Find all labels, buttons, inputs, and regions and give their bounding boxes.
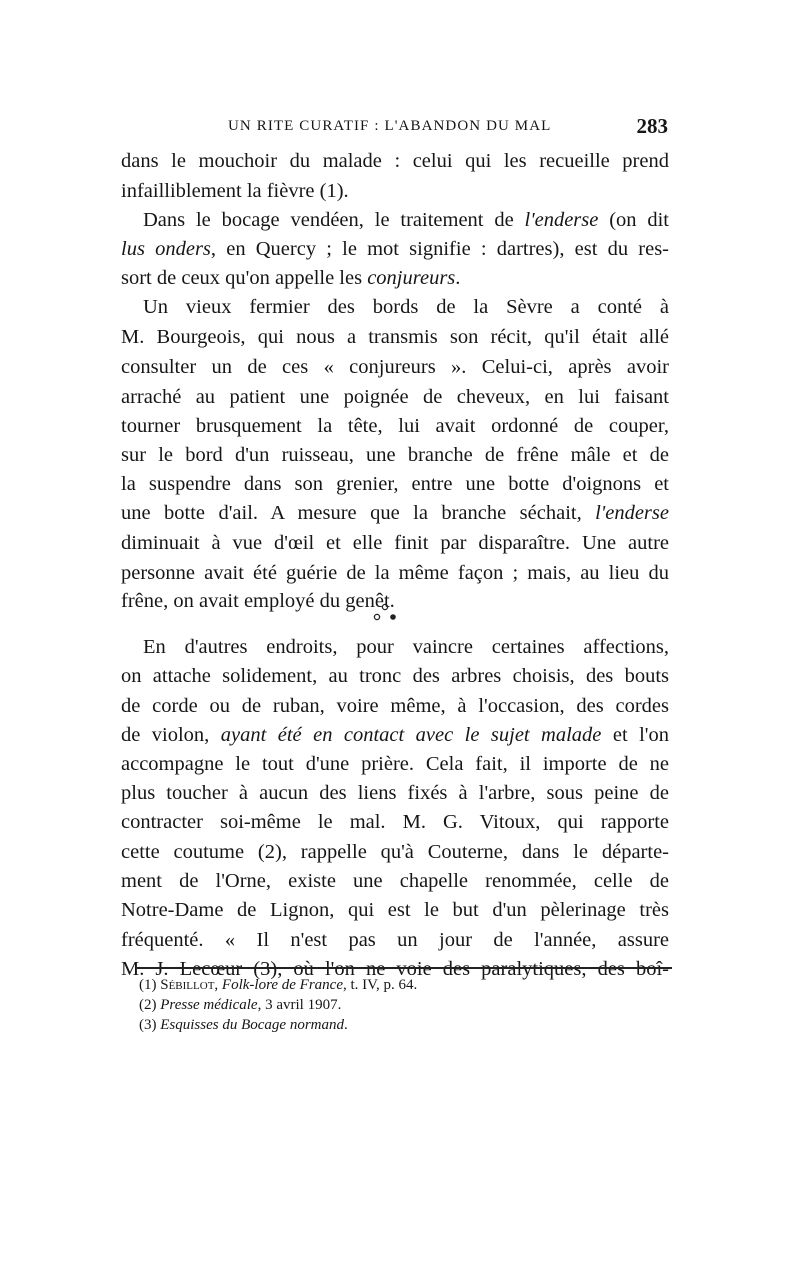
- text-run: consulter un de ces « conjureurs ». Celui-ci, après avoir: [121, 356, 669, 378]
- text-line: [121, 750, 669, 778]
- text-run: cette coutume (2), rappelle qu'à Couterne, dans le départe-: [121, 841, 669, 863]
- footnote-title: Esquisses du Bocage normand: [160, 1017, 344, 1033]
- text-line: [121, 692, 669, 720]
- text-run: M. Bourgeois, qui nous a transmis son récit, qu'il était allé: [121, 326, 669, 348]
- text-line: [121, 896, 669, 924]
- footnote: [139, 995, 659, 1015]
- text-run: En d'autres endroits, pour vaincre certaines affections,: [143, 636, 669, 658]
- text-line: [121, 177, 669, 205]
- text-line: [121, 293, 669, 321]
- text-run: M. J. Lecœur (3), où l'on ne voie des paralytiques, des boî-: [121, 958, 669, 980]
- running-title: UN RITE CURATIF : L'ABANDON DU MAL: [228, 118, 552, 134]
- text-run: arraché au patient une poignée de cheveux, en lui faisant: [121, 386, 669, 408]
- text-run: de violon,: [121, 724, 221, 746]
- italic-run: l'enderse: [595, 502, 669, 524]
- text-run: et l'on: [601, 724, 669, 746]
- text-run: diminuait à vue d'œil et elle finit par disparaître. Une autre: [121, 532, 669, 554]
- text-run: on attache solidement, au tronc des arbres choisis, des bouts: [121, 665, 669, 687]
- text-line: [121, 264, 669, 292]
- text-run: fréquenté. « Il n'est pas un jour de l'année, assure: [121, 929, 669, 951]
- footnote-divider: [137, 967, 672, 969]
- text-run: sort de ceux qu'on appelle les: [121, 267, 368, 289]
- text-run: Dans le bocage vendéen, le traitement de: [143, 209, 525, 231]
- text-line: [121, 926, 669, 954]
- text-line: [121, 808, 669, 836]
- footnote-text: , t. IV, p. 64.: [342, 977, 418, 993]
- text-line: [121, 206, 669, 234]
- footnote: [139, 1015, 659, 1035]
- text-run: la suspendre dans son grenier, entre une botte d'oignons et: [121, 473, 669, 495]
- text-run: contracter soi-même le mal. M. G. Vitoux, qui rapporte: [121, 811, 669, 833]
- text-line: [121, 867, 669, 895]
- text-run: accompagne le tout d'une prière. Cela fait, il importe de ne: [121, 753, 669, 775]
- footnote-text: (2): [139, 997, 161, 1013]
- footnote-text: ,: [214, 977, 222, 993]
- italic-run: ayant été en contact avec le sujet malade: [220, 724, 602, 746]
- text-line: [121, 662, 669, 690]
- text-line: [121, 470, 669, 498]
- text-run: une botte d'ail. A mesure que la branche séchait,: [121, 502, 596, 524]
- text-run: plus toucher à aucun des liens fixés à l'arbre, sous peine de: [121, 782, 669, 804]
- text-line: [121, 383, 669, 411]
- text-line: [121, 353, 669, 381]
- footnote-title: Folk-lore de France: [221, 977, 343, 993]
- text-line: [121, 412, 669, 440]
- text-run: de corde ou de ruban, voire même, à l'occasion, des cordes: [121, 695, 669, 717]
- asterism-ornament: [370, 602, 400, 624]
- footnote-text: (1): [139, 977, 161, 993]
- text-run: , en Quercy ; le mot signifie : dartres), est du res-: [210, 238, 669, 260]
- text-line: [121, 499, 669, 527]
- text-run: sur le bord d'un ruisseau, une branche de frêne mâle et de: [121, 444, 669, 466]
- text-run: ment de l'Orne, existe une chapelle renommée, celle de: [121, 870, 669, 892]
- text-line: [121, 529, 669, 557]
- italic-run: lus onders: [121, 238, 211, 260]
- text-run: .: [455, 267, 461, 289]
- text-line: [121, 838, 669, 866]
- text-run: Notre-Dame de Lignon, qui est le but d'un pèlerinage très: [121, 899, 669, 921]
- italic-run: conjureurs: [367, 267, 456, 289]
- text-run: (on dit: [598, 209, 670, 231]
- text-run: Un vieux fermier des bords de la Sèvre a conté à: [143, 296, 669, 318]
- footnote-title: Presse médicale: [160, 997, 258, 1013]
- text-line: [121, 235, 669, 263]
- text-line: [121, 559, 669, 587]
- italic-run: l'enderse: [524, 209, 599, 231]
- footnote-author: Sébillot: [160, 977, 215, 993]
- text-line: [121, 441, 669, 469]
- text-line: [121, 721, 669, 749]
- text-run: personne avait été guérie de la même façon ; mais, au lieu du: [121, 562, 669, 584]
- footnote-text: .: [344, 1017, 348, 1033]
- text-line: [121, 779, 669, 807]
- text-run: frêne, on avait employé du genêt.: [121, 590, 395, 612]
- footnote-text: (3): [139, 1017, 161, 1033]
- footnote: [139, 975, 659, 995]
- text-run: infailliblement la fièvre (1).: [121, 180, 349, 202]
- page-header: [120, 116, 668, 142]
- text-line: [121, 633, 669, 661]
- footnote-text: , 3 avril 1907.: [257, 997, 342, 1013]
- text-run: tourner brusquement la tête, lui avait ordonné de couper,: [121, 415, 669, 437]
- page-number: 283: [636, 114, 668, 138]
- text-line: [121, 323, 669, 351]
- text-run: dans le mouchoir du malade : celui qui les recueille prend: [121, 150, 669, 172]
- text-line: [121, 147, 669, 175]
